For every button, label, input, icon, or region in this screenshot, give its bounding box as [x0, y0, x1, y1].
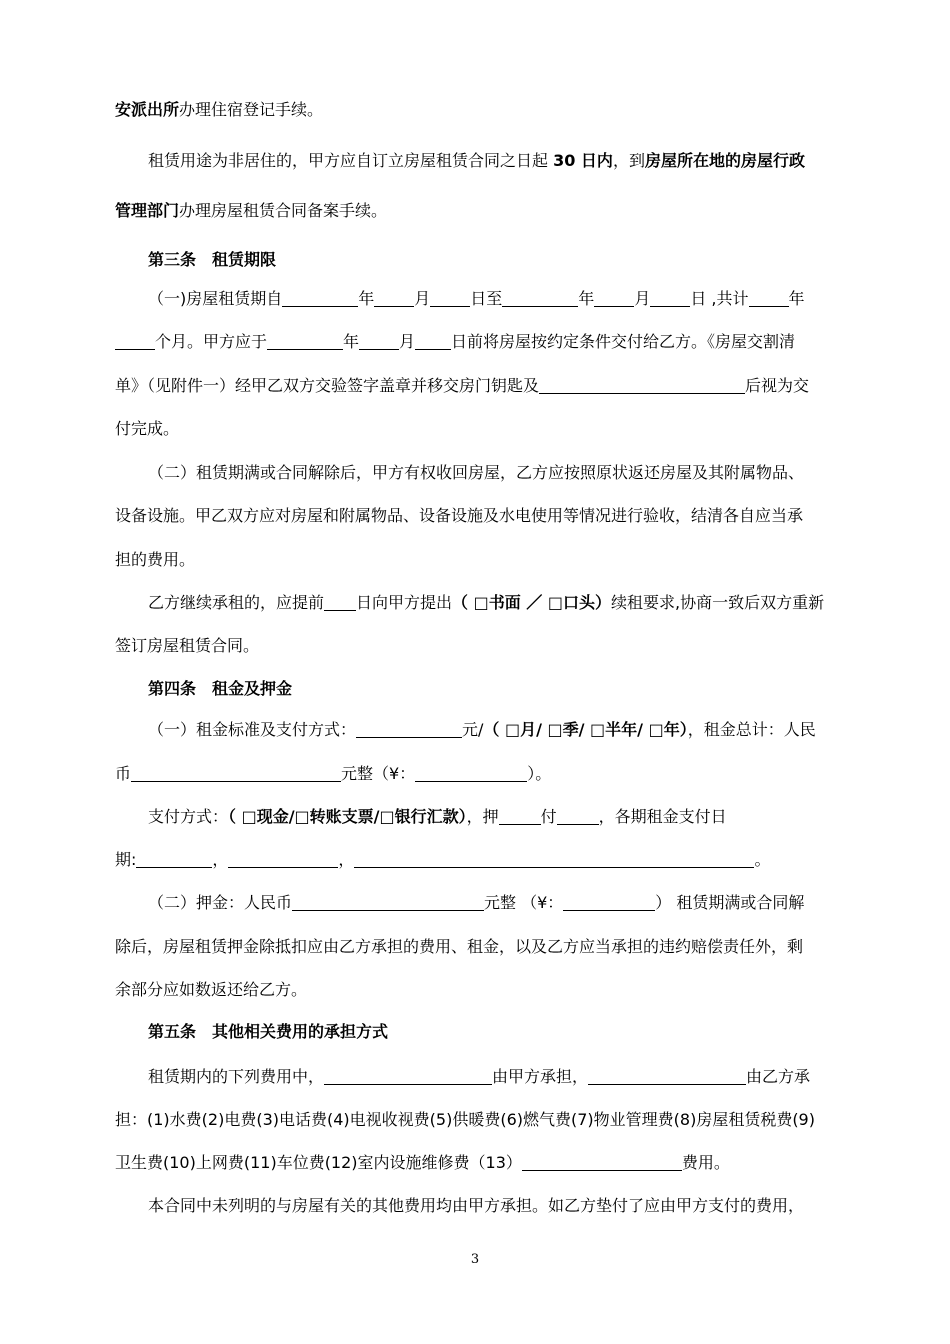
text: 办理房屋租赁合同备案手续。	[179, 201, 388, 220]
blank-total-months[interactable]	[115, 333, 155, 350]
blank-delivery-year[interactable]	[267, 333, 343, 350]
paragraph-line	[115, 506, 803, 526]
blank-end-month[interactable]	[594, 290, 634, 307]
blank-rent-amount[interactable]	[356, 721, 462, 738]
paragraph-line	[115, 201, 387, 221]
paragraph-line	[115, 550, 195, 570]
text: 币	[115, 764, 132, 783]
paragraph-line	[115, 636, 259, 656]
text: 后视为交	[745, 376, 810, 395]
paragraph-line	[115, 764, 551, 784]
text: 续租要求,协商一致后双方重新	[610, 593, 825, 612]
blank-pay-months[interactable]	[557, 808, 599, 825]
text: ）。	[527, 764, 552, 783]
text: 元整 （¥：	[484, 893, 564, 912]
bold-text: （ □现金/□转账支票/□银行汇款）	[228, 807, 467, 826]
paragraph-line	[115, 419, 179, 439]
blank-deposit-words[interactable]	[292, 894, 484, 911]
text: （二）押金：人民币	[148, 893, 293, 912]
blank-start-month[interactable]	[374, 290, 414, 307]
text: 付完成。	[115, 419, 180, 438]
article-4-heading	[148, 679, 292, 699]
text: 年	[578, 289, 595, 308]
blank-party-a-fees[interactable]	[324, 1068, 492, 1085]
blank-deposit-number[interactable]	[563, 894, 655, 911]
paragraph-line	[148, 463, 804, 483]
text: 由乙方承	[746, 1067, 811, 1086]
text: 单》（见附件一）经甲乙双方交验签字盖章并移交房门钥匙及	[115, 376, 540, 395]
blank-start-day[interactable]	[430, 290, 470, 307]
article-3-heading	[148, 250, 276, 270]
heading-text: 第四条 租金及押金	[148, 679, 293, 698]
text: 租赁用途为非居住的，甲方应自订立房屋租赁合同之日起	[148, 151, 554, 170]
paragraph-line	[115, 1110, 815, 1130]
text: （二）租赁期满或合同解除后，甲方有权收回房屋，乙方应按照原状返还房屋及其附属物品、	[148, 463, 805, 482]
text: 期:	[115, 850, 137, 869]
paragraph-line	[115, 332, 795, 352]
blank-deposit-months[interactable]	[499, 808, 541, 825]
paragraph-line	[148, 593, 824, 613]
paragraph-line	[115, 980, 307, 1000]
blank-pay-date-2[interactable]	[228, 851, 338, 868]
text: 月	[634, 289, 651, 308]
text: 付	[540, 807, 557, 826]
paragraph-line	[148, 1067, 810, 1087]
blank-delivery-month[interactable]	[359, 333, 399, 350]
paragraph-line	[115, 100, 323, 120]
text: 个月。甲方应于	[155, 332, 268, 351]
text: ，	[338, 850, 355, 869]
blank-rent-total-number[interactable]	[415, 765, 527, 782]
text: 元/	[462, 720, 484, 739]
text: 日 ,共计	[690, 289, 749, 308]
text: 担：(1)水费(2)电费(3)电话费(4)电视收视费(5)供暖费(6)燃气费(7)物业管理费(8)房屋租赁税费(9)	[115, 1110, 815, 1129]
blank-end-day[interactable]	[650, 290, 690, 307]
bold-text: 安派出所	[115, 100, 180, 119]
paragraph-line	[148, 1196, 804, 1216]
text: ，到	[612, 151, 645, 170]
text: ，各期租金支付日	[598, 807, 727, 826]
blank-handover-items[interactable]	[539, 377, 745, 394]
text: ，租金总计：人民	[687, 720, 816, 739]
paragraph-line	[148, 289, 805, 309]
bold-text: （ □月/ □季/ □半年/ □年）	[483, 720, 688, 739]
heading-text: 第三条 租赁期限	[148, 250, 277, 269]
blank-start-year[interactable]	[282, 290, 358, 307]
blank-renewal-days[interactable]	[324, 594, 356, 611]
bold-text: 管理部门	[115, 201, 180, 220]
blank-other-fee[interactable]	[522, 1154, 682, 1171]
text: 年	[343, 332, 360, 351]
text: 卫生费(10)上网费(11)车位费(12)室内设施维修费（13）	[115, 1153, 522, 1172]
paragraph-line	[115, 937, 803, 957]
text: 签订房屋租赁合同。	[115, 636, 260, 655]
text: 办理住宿登记手续。	[179, 100, 324, 119]
paragraph-line	[115, 1153, 730, 1173]
text: 余部分应如数返还给乙方。	[115, 980, 308, 999]
blank-end-year[interactable]	[502, 290, 578, 307]
text: 日至	[470, 289, 503, 308]
text: 元整（¥：	[341, 764, 416, 783]
page-number: 3	[470, 1252, 480, 1267]
paragraph-line	[148, 893, 804, 913]
text: 年	[788, 289, 805, 308]
text: 费用。	[681, 1153, 730, 1172]
text: 设备设施。甲乙双方应对房屋和附属物品、设备设施及水电使用等情况进行验收，结清各自应当承	[115, 506, 804, 525]
text: 租赁期内的下列费用中，	[148, 1067, 325, 1086]
paragraph-line	[115, 376, 809, 396]
text: （一)房屋租赁期自	[148, 289, 283, 308]
text: 除后，房屋租赁押金除抵扣应由乙方承担的费用、租金，以及乙方应当承担的违约赔偿责任外，剩	[115, 937, 804, 956]
text: 本合同中未列明的与房屋有关的其他费用均由甲方承担。如乙方垫付了应由甲方支付的费用，	[148, 1196, 805, 1215]
paragraph-line	[148, 720, 816, 740]
text: 由甲方承担，	[492, 1067, 589, 1086]
text: 担的费用。	[115, 550, 196, 569]
blank-pay-date-1[interactable]	[136, 851, 212, 868]
text: 日前将房屋按约定条件交付给乙方。《房屋交割清	[451, 332, 796, 351]
text: ） 租赁期满或合同解	[655, 893, 805, 912]
heading-text: 第五条 其他相关费用的承担方式	[148, 1022, 389, 1041]
blank-pay-date-3[interactable]	[354, 851, 754, 868]
text: 支付方式：	[148, 807, 229, 826]
blank-delivery-day[interactable]	[415, 333, 451, 350]
blank-rent-total-words[interactable]	[131, 765, 341, 782]
bold-text: （ □书面 ／ □口头）	[452, 593, 611, 612]
text: ，押	[466, 807, 499, 826]
paragraph-line	[148, 151, 805, 171]
text: 日向甲方提出	[356, 593, 453, 612]
text: 月	[414, 289, 431, 308]
blank-party-b-fees[interactable]	[588, 1068, 746, 1085]
text: ，	[212, 850, 229, 869]
text: 月	[399, 332, 416, 351]
text: 年	[358, 289, 375, 308]
blank-total-years[interactable]	[749, 290, 789, 307]
article-5-heading	[148, 1022, 388, 1042]
bold-text: 30 日内	[553, 151, 613, 170]
bold-text: 房屋所在地的房屋行政	[644, 151, 805, 170]
paragraph-line	[115, 850, 770, 870]
paragraph-line	[148, 807, 727, 827]
text: 乙方继续承租的，应提前	[148, 593, 325, 612]
text: 。	[754, 850, 771, 869]
text: （一）租金标准及支付方式：	[148, 720, 357, 739]
